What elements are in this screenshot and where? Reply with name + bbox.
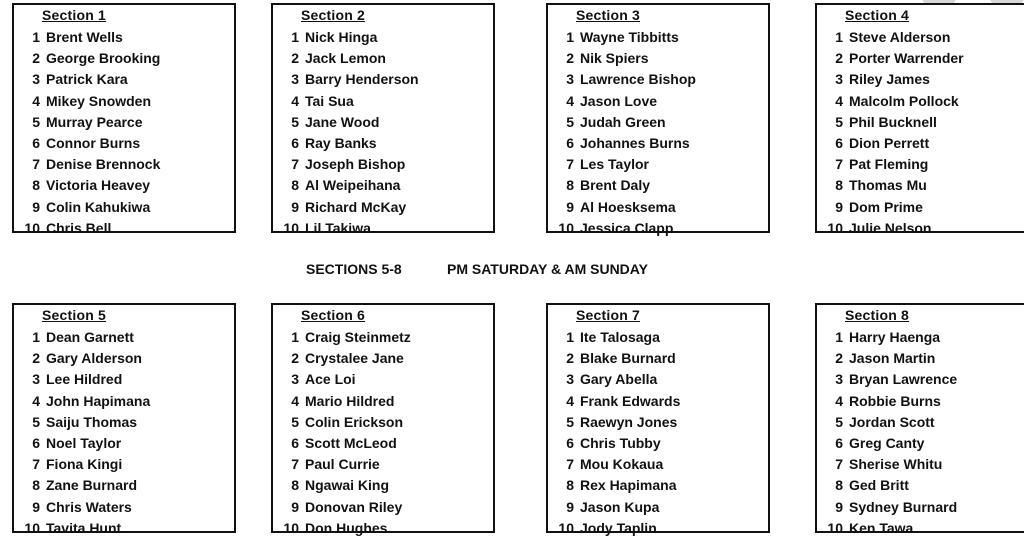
row-number: 5	[566, 413, 574, 430]
person-name: Raewyn Jones	[580, 413, 678, 430]
row-number: 7	[32, 456, 40, 473]
row-number: 7	[566, 456, 574, 473]
row-number: 5	[835, 413, 843, 430]
row-number: 9	[835, 198, 843, 215]
list-item	[548, 518, 768, 539]
row-number: 7	[291, 456, 299, 473]
row-number: 9	[566, 198, 574, 215]
person-name: Sherise Whitu	[849, 456, 943, 473]
list-item	[817, 454, 1024, 475]
row-number: 2	[835, 50, 843, 67]
person-name: Bryan Lawrence	[849, 371, 958, 388]
person-name: Riley James	[849, 71, 930, 88]
row-number: 2	[32, 50, 40, 67]
row-number: 3	[835, 371, 843, 388]
list-item	[817, 27, 1024, 48]
section-box	[12, 3, 236, 236]
person-name: Malcolm Pollock	[849, 92, 959, 109]
list-item	[273, 412, 493, 433]
row-number: 7	[835, 156, 843, 173]
person-name: Don Hughes	[305, 519, 388, 536]
list-item	[273, 48, 493, 69]
person-name: Nick Hinga	[305, 29, 378, 45]
row-number: 1	[291, 29, 299, 45]
person-name: Gary Alderson	[46, 350, 142, 367]
row-number: 8	[32, 477, 40, 494]
row-number: 4	[566, 92, 574, 109]
person-name: Jordan Scott	[849, 413, 935, 430]
person-name: Mikey Snowden	[46, 92, 152, 109]
row-number: 8	[566, 177, 574, 194]
list-item	[817, 348, 1024, 369]
name-list	[548, 327, 768, 539]
list-item	[548, 327, 768, 348]
name-list	[817, 327, 1024, 539]
row-number: 5	[291, 413, 299, 430]
row-number: 10	[558, 219, 574, 236]
person-name: Richard McKay	[305, 198, 407, 215]
row-number: 1	[291, 329, 299, 345]
row-number: 4	[32, 392, 40, 409]
person-name: Steve Alderson	[849, 29, 951, 45]
list-item	[548, 48, 768, 69]
section-title: Section 2	[301, 7, 366, 23]
list-item	[548, 454, 768, 475]
row-number: 2	[291, 350, 299, 367]
list-item	[14, 454, 234, 475]
list-item	[273, 518, 493, 539]
section-box	[271, 3, 495, 236]
row-number: 7	[291, 156, 299, 173]
list-item	[273, 454, 493, 475]
row-number: 10	[283, 519, 299, 536]
row-number: 7	[835, 456, 843, 473]
row-number: 9	[32, 198, 40, 215]
row-number: 9	[566, 498, 574, 515]
row-number: 6	[32, 434, 40, 451]
name-list	[548, 27, 768, 239]
row-number: 10	[283, 219, 299, 236]
list-item	[273, 154, 493, 175]
list-item	[817, 48, 1024, 69]
row-number: 9	[32, 498, 40, 515]
list-item	[273, 497, 493, 518]
person-name: Ace Loi	[305, 371, 356, 388]
list-item	[14, 327, 234, 348]
row-number: 4	[32, 92, 40, 109]
list-item	[14, 348, 234, 369]
person-name: Murray Pearce	[46, 113, 143, 130]
row-number: 7	[566, 156, 574, 173]
person-name: Wayne Tibbitts	[580, 29, 679, 45]
list-item	[14, 133, 234, 154]
list-item	[14, 369, 234, 390]
list-item	[14, 112, 234, 133]
row-number: 5	[835, 113, 843, 130]
list-item	[14, 69, 234, 90]
row-number: 6	[566, 134, 574, 151]
person-name: Donovan Riley	[305, 498, 403, 515]
list-item	[548, 133, 768, 154]
row-number: 1	[566, 29, 574, 45]
person-name: Barry Henderson	[305, 71, 419, 88]
row-number: 8	[291, 177, 299, 194]
list-item	[273, 91, 493, 112]
list-item	[817, 433, 1024, 454]
section-box	[546, 3, 770, 236]
list-item	[548, 412, 768, 433]
person-name: Dion Perrett	[849, 134, 930, 151]
list-item	[817, 218, 1024, 239]
list-item	[14, 412, 234, 433]
row-number: 3	[32, 371, 40, 388]
row-number: 3	[566, 371, 574, 388]
row-number: 1	[835, 329, 843, 345]
section-box	[815, 303, 1024, 536]
row-number: 3	[291, 371, 299, 388]
list-item	[14, 391, 234, 412]
list-item	[817, 518, 1024, 539]
list-item	[548, 433, 768, 454]
row-number: 3	[566, 71, 574, 88]
section-box	[815, 3, 1024, 236]
time-label: PM SATURDAY & AM SUNDAY	[447, 261, 648, 277]
row-number: 9	[291, 498, 299, 515]
list-item	[14, 497, 234, 518]
person-name: Harry Haenga	[849, 329, 941, 345]
person-name: Scott McLeod	[305, 434, 397, 451]
list-item	[14, 154, 234, 175]
row-number: 9	[835, 498, 843, 515]
person-name: Colin Kahukiwa	[46, 198, 151, 215]
person-name: Chris Tubby	[580, 434, 661, 451]
row-number: 1	[566, 329, 574, 345]
list-item	[548, 497, 768, 518]
row-number: 4	[835, 392, 843, 409]
list-item	[817, 112, 1024, 133]
person-name: Saiju Thomas	[46, 413, 138, 430]
list-item	[817, 369, 1024, 390]
list-item	[14, 27, 234, 48]
person-name: Patrick Kara	[46, 71, 128, 88]
list-item	[273, 433, 493, 454]
list-item	[548, 91, 768, 112]
list-item	[817, 391, 1024, 412]
row-number: 6	[566, 434, 574, 451]
list-item	[273, 27, 493, 48]
list-item	[817, 475, 1024, 496]
section-box	[12, 303, 236, 536]
row-number: 8	[566, 477, 574, 494]
person-name: Victoria Heavey	[46, 177, 151, 194]
list-item	[548, 391, 768, 412]
list-item	[548, 348, 768, 369]
person-name: Judah Green	[580, 113, 666, 130]
section-title: Section 6	[301, 307, 366, 323]
row-number: 10	[827, 219, 843, 236]
list-item	[817, 91, 1024, 112]
list-item	[817, 69, 1024, 90]
list-item	[817, 133, 1024, 154]
person-name: Ray Banks	[305, 134, 377, 151]
row-number: 6	[291, 434, 299, 451]
person-name: Jason Love	[580, 92, 658, 109]
row-number: 2	[835, 350, 843, 367]
person-name: Julie Nelson	[849, 219, 932, 236]
list-item	[273, 348, 493, 369]
list-item	[817, 412, 1024, 433]
list-item	[817, 154, 1024, 175]
name-list	[14, 27, 234, 239]
row-number: 10	[827, 519, 843, 536]
person-name: John Hapimana	[46, 392, 151, 409]
list-item	[273, 175, 493, 196]
list-item	[273, 369, 493, 390]
row-number: 5	[291, 113, 299, 130]
name-list	[14, 327, 234, 539]
person-name: Lil Takiwa	[305, 219, 371, 236]
person-name: Rex Hapimana	[580, 477, 677, 494]
list-item	[273, 391, 493, 412]
list-item	[14, 475, 234, 496]
list-item	[273, 475, 493, 496]
section-title: Section 8	[845, 307, 910, 323]
section-title: Section 7	[576, 307, 641, 323]
list-item	[273, 197, 493, 218]
row-number: 3	[291, 71, 299, 88]
person-name: Paul Currie	[305, 456, 380, 473]
list-item	[14, 518, 234, 539]
list-item	[14, 197, 234, 218]
list-item	[548, 197, 768, 218]
row-number: 10	[24, 519, 40, 536]
list-item	[817, 497, 1024, 518]
list-item	[548, 369, 768, 390]
person-name: Lawrence Bishop	[580, 71, 696, 88]
name-list	[273, 327, 493, 539]
person-name: Jessica Clapp	[580, 219, 674, 236]
list-item	[817, 197, 1024, 218]
list-item	[14, 433, 234, 454]
section-box	[271, 303, 495, 536]
row-number: 10	[558, 519, 574, 536]
person-name: Brent Daly	[580, 177, 651, 194]
list-item	[273, 112, 493, 133]
person-name: Mario Hildred	[305, 392, 395, 409]
person-name: Pat Fleming	[849, 156, 929, 173]
person-name: Porter Warrender	[849, 50, 964, 67]
row-number: 4	[835, 92, 843, 109]
list-item	[273, 218, 493, 239]
person-name: Crystalee Jane	[305, 350, 404, 367]
person-name: Dean Garnett	[46, 329, 134, 345]
section-title: Section 1	[42, 7, 107, 23]
person-name: Tavita Hunt	[46, 519, 122, 536]
person-name: Jody Taplin	[580, 519, 657, 536]
person-name: Ged Britt	[849, 477, 909, 494]
person-name: Joseph Bishop	[305, 156, 406, 173]
person-name: Nik Spiers	[580, 50, 649, 67]
list-item	[273, 133, 493, 154]
person-name: Tai Sua	[305, 92, 354, 109]
row-number: 9	[291, 198, 299, 215]
person-name: George Brooking	[46, 50, 161, 67]
person-name: Connor Burns	[46, 134, 141, 151]
list-item	[548, 154, 768, 175]
person-name: Chris Waters	[46, 498, 132, 515]
row-number: 6	[32, 134, 40, 151]
row-number: 3	[32, 71, 40, 88]
person-name: Jane Wood	[305, 113, 380, 130]
list-item	[548, 27, 768, 48]
list-item	[548, 112, 768, 133]
person-name: Thomas Mu	[849, 177, 927, 194]
list-item	[817, 327, 1024, 348]
row-number: 2	[566, 350, 574, 367]
row-number: 1	[835, 29, 843, 45]
list-item	[548, 175, 768, 196]
row-number: 8	[835, 477, 843, 494]
person-name: Ken Tawa	[849, 519, 914, 536]
row-number: 4	[291, 392, 299, 409]
person-name: Zane Burnard	[46, 477, 138, 494]
person-name: Johannes Burns	[580, 134, 690, 151]
list-item	[273, 69, 493, 90]
list-item	[273, 327, 493, 348]
person-name: Greg Canty	[849, 434, 925, 451]
row-number: 8	[291, 477, 299, 494]
name-list	[817, 27, 1024, 239]
section-box	[546, 303, 770, 536]
row-number: 8	[32, 177, 40, 194]
list-item	[548, 475, 768, 496]
person-name: Frank Edwards	[580, 392, 681, 409]
list-item	[548, 69, 768, 90]
person-name: Denise Brennock	[46, 156, 161, 173]
person-name: Robbie Burns	[849, 392, 941, 409]
name-list	[273, 27, 493, 239]
section-title: Section 3	[576, 7, 641, 23]
row-number: 5	[32, 113, 40, 130]
person-name: Gary Abella	[580, 371, 658, 388]
section-title: Section 5	[42, 307, 107, 323]
person-name: Brent Wells	[46, 29, 123, 45]
person-name: Sydney Burnard	[849, 498, 958, 515]
sections-label: SECTIONS 5-8	[306, 261, 402, 277]
row-number: 3	[835, 71, 843, 88]
row-number: 2	[32, 350, 40, 367]
person-name: Jason Martin	[849, 350, 936, 367]
list-item	[14, 48, 234, 69]
row-number: 7	[32, 156, 40, 173]
list-item	[14, 175, 234, 196]
person-name: Jason Kupa	[580, 498, 660, 515]
row-number: 6	[291, 134, 299, 151]
person-name: Colin Erickson	[305, 413, 404, 430]
person-name: Fiona Kingi	[46, 456, 123, 473]
person-name: Jack Lemon	[305, 50, 386, 67]
person-name: Mou Kokaua	[580, 456, 664, 473]
list-item	[14, 218, 234, 239]
row-number: 8	[835, 177, 843, 194]
person-name: Ngawai King	[305, 477, 390, 494]
row-number: 6	[835, 134, 843, 151]
row-number: 2	[291, 50, 299, 67]
list-item	[817, 175, 1024, 196]
row-number: 4	[566, 392, 574, 409]
person-name: Ite Talosaga	[580, 329, 660, 345]
person-name: Blake Burnard	[580, 350, 676, 367]
list-item	[14, 91, 234, 112]
person-name: Craig Steinmetz	[305, 329, 411, 345]
person-name: Al Hoesksema	[580, 198, 676, 215]
list-item	[548, 218, 768, 239]
row-number: 5	[566, 113, 574, 130]
row-number: 6	[835, 434, 843, 451]
row-number: 1	[32, 29, 40, 45]
person-name: Dom Prime	[849, 198, 923, 215]
person-name: Les Taylor	[580, 156, 649, 173]
person-name: Chris Bell	[46, 219, 112, 236]
person-name: Al Weipeihana	[305, 177, 401, 194]
row-number: 5	[32, 413, 40, 430]
section-title: Section 4	[845, 7, 910, 23]
row-number: 2	[566, 50, 574, 67]
row-number: 1	[32, 329, 40, 345]
person-name: Noel Taylor	[46, 434, 122, 451]
row-number: 10	[24, 219, 40, 236]
row-number: 4	[291, 92, 299, 109]
person-name: Phil Bucknell	[849, 113, 937, 130]
person-name: Lee Hildred	[46, 371, 123, 388]
